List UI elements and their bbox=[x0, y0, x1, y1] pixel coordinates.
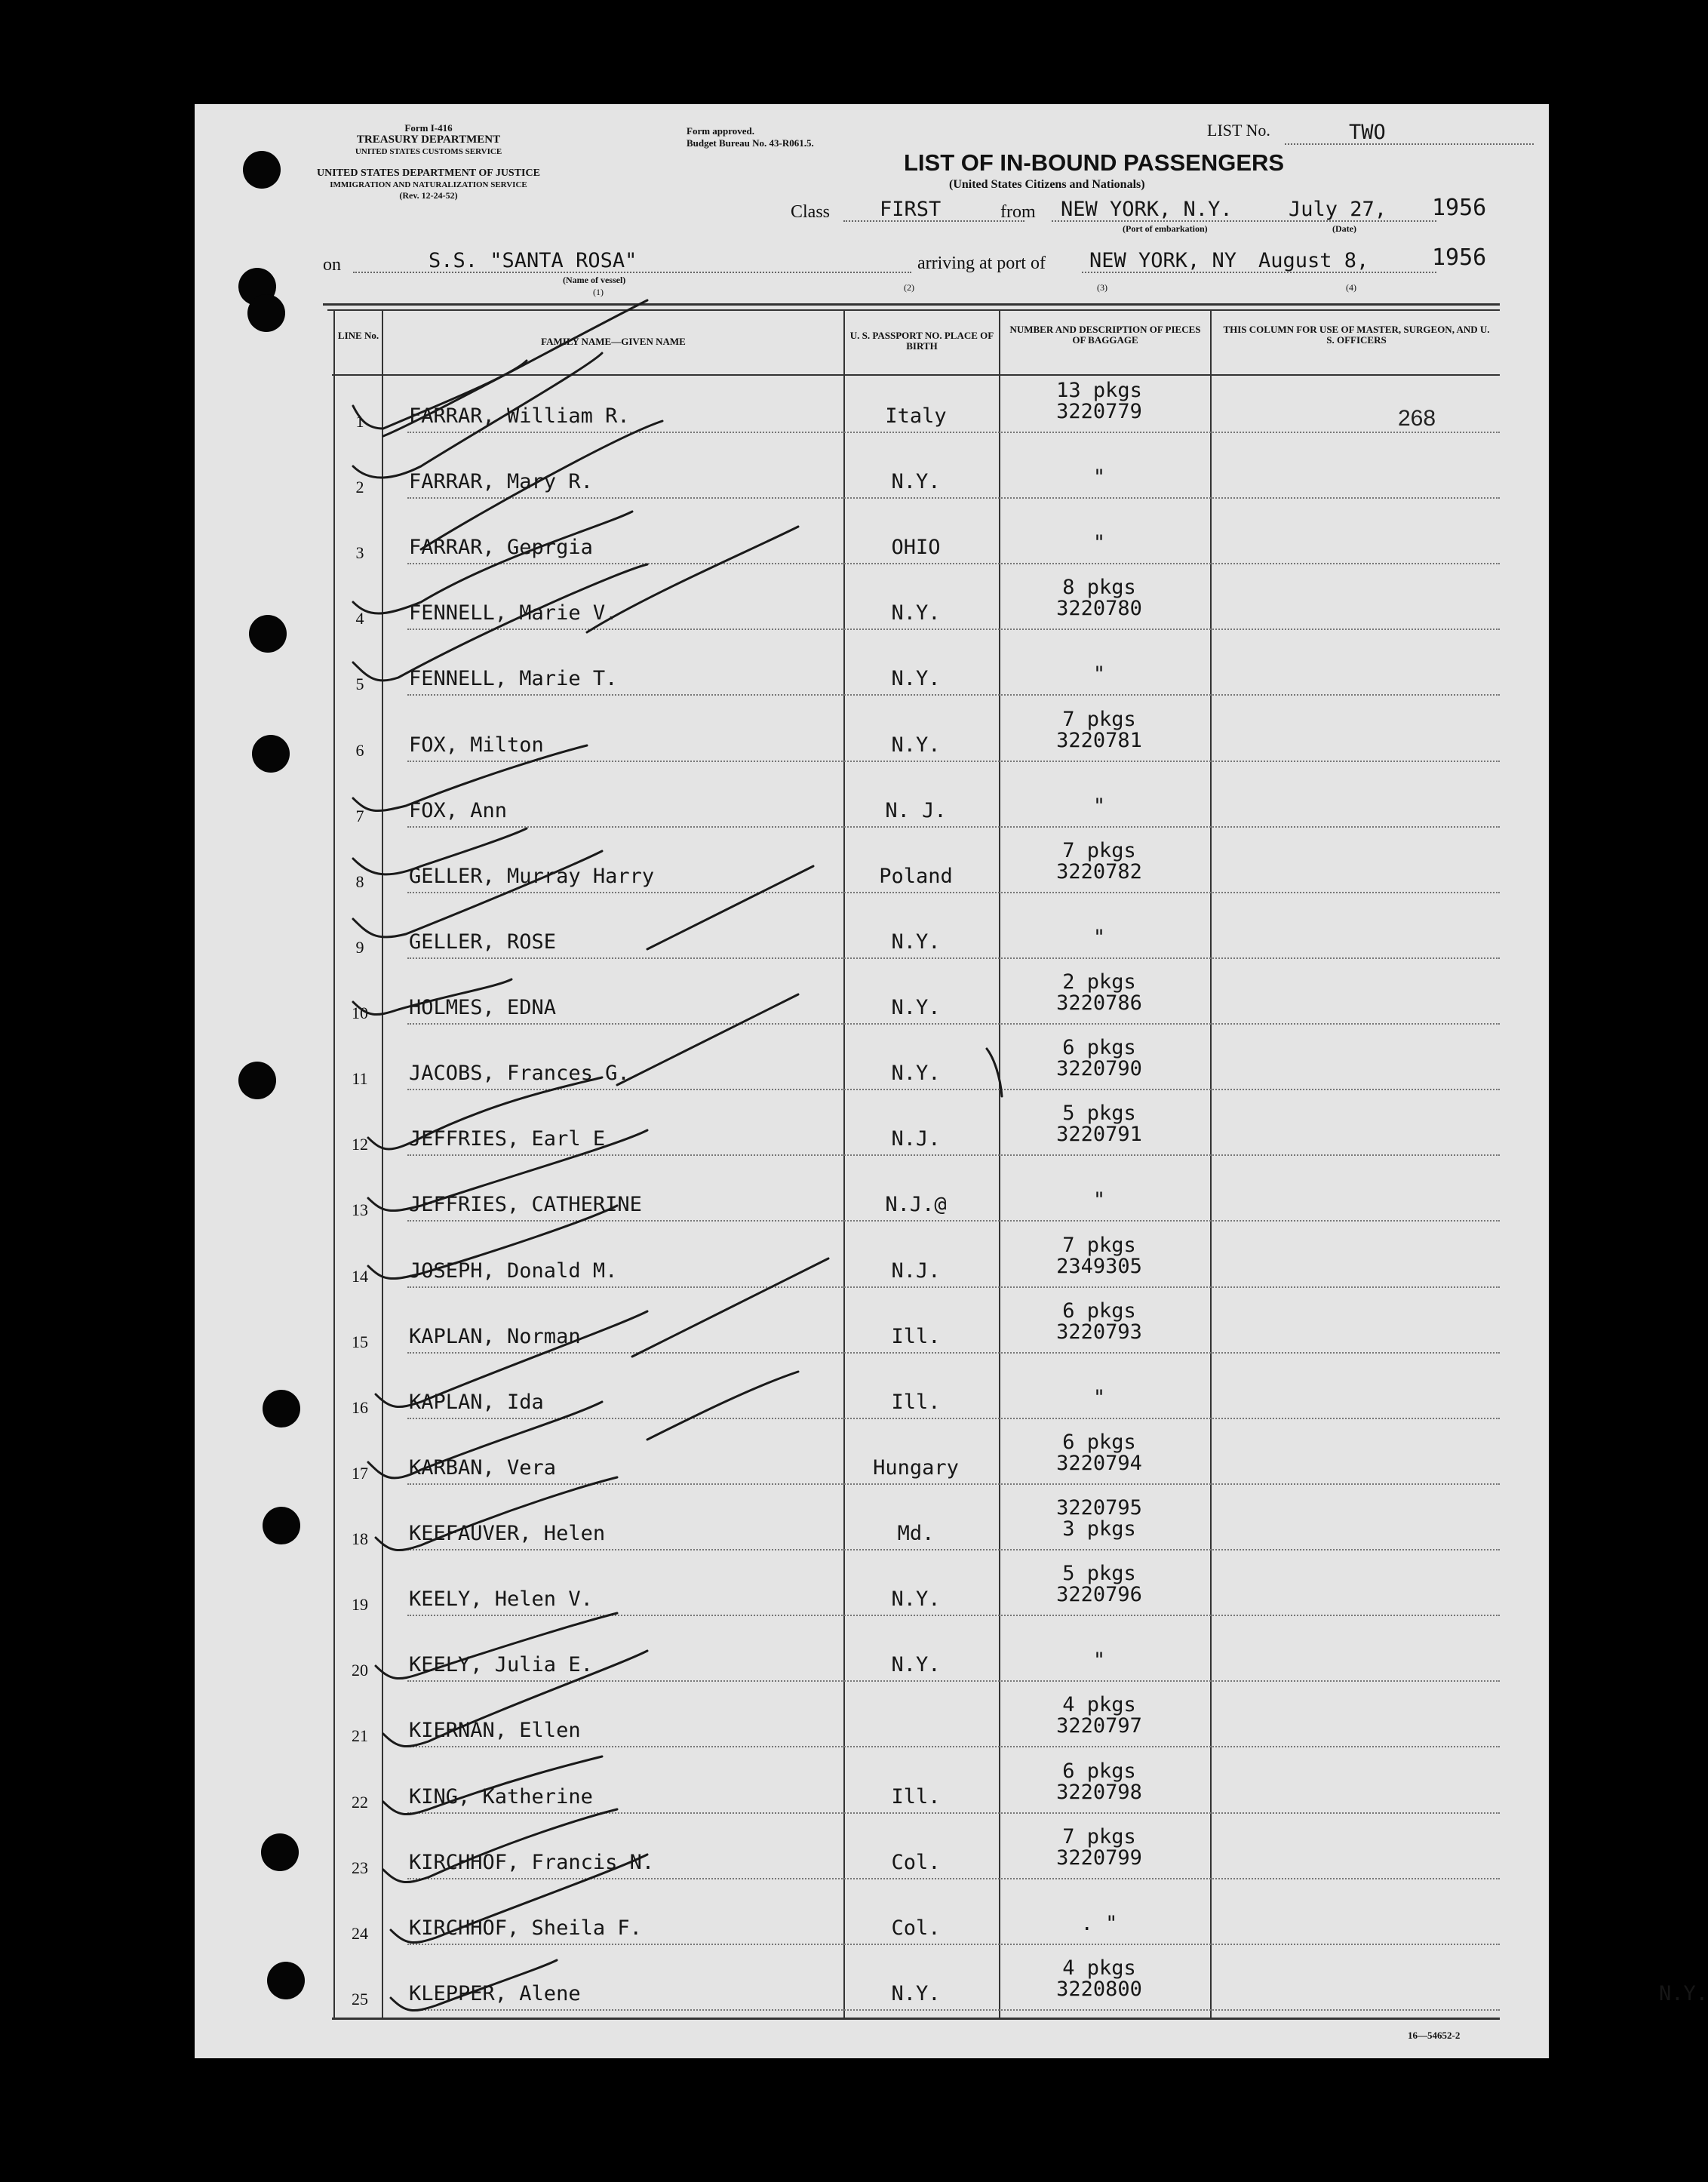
passenger-name: KEEFAUVER, Helen bbox=[409, 1522, 606, 1546]
col-header-baggage: NUMBER AND DESCRIPTION OF PIECES OF BAGGAGE bbox=[1009, 324, 1201, 346]
line-number: 5 bbox=[355, 675, 364, 694]
baggage-line-2: " bbox=[1092, 662, 1106, 687]
place-of-birth: N.J. bbox=[891, 1258, 941, 1283]
line-number: 18 bbox=[352, 1529, 368, 1549]
place-of-birth: N.J.@ bbox=[885, 1193, 947, 1217]
passenger-name: KING, Katherine bbox=[409, 1784, 593, 1809]
budget-bureau: Budget Bureau No. 43-R061.5. bbox=[687, 137, 814, 149]
baggage-line-1: 7 pkgs bbox=[1062, 1824, 1136, 1849]
baggage-line-1: 6 pkgs bbox=[1062, 1759, 1136, 1783]
place-of-birth: Col. bbox=[891, 1850, 941, 1874]
baggage-line-2: 3220793 bbox=[1056, 1320, 1142, 1344]
form-number: Form I-416 bbox=[404, 122, 453, 134]
baggage-line-2: 3220800 bbox=[1056, 1977, 1142, 2001]
baggage-line-1: 6 pkgs bbox=[1062, 1430, 1136, 1454]
baggage-line-2: 3 pkgs bbox=[1062, 1517, 1136, 1541]
baggage-line-2: 3220798 bbox=[1056, 1780, 1142, 1804]
passenger-name: FENNELL, Marie V. bbox=[409, 601, 618, 625]
line-number: 16 bbox=[352, 1397, 368, 1417]
from-date: July 27, bbox=[1289, 198, 1387, 221]
place-of-birth: N.Y. bbox=[891, 930, 941, 954]
line-number: 14 bbox=[352, 1266, 368, 1286]
punch-hole bbox=[261, 1833, 299, 1871]
baggage-line-1: 4 pkgs bbox=[1062, 1956, 1136, 1980]
class-value: FIRST bbox=[880, 198, 942, 221]
passenger-name: KARBAN, Vera bbox=[409, 1455, 557, 1480]
baggage-line-1: 4 pkgs bbox=[1062, 1693, 1136, 1717]
line-number: 22 bbox=[352, 1792, 368, 1812]
baggage-line-2: 3220799 bbox=[1056, 1845, 1142, 1870]
line-number: 11 bbox=[352, 1069, 368, 1089]
baggage-line-1: 7 pkgs bbox=[1062, 1233, 1136, 1257]
handwritten-checkmarks bbox=[195, 104, 1549, 2058]
passenger-name: FOX, Milton bbox=[409, 733, 544, 757]
place-of-birth: N.Y. bbox=[891, 470, 941, 494]
port-caption: (Port of embarkation) bbox=[1123, 223, 1208, 234]
from-year: 1956 bbox=[1432, 195, 1487, 221]
arriving-date: August 8, bbox=[1258, 249, 1369, 272]
punch-hole bbox=[267, 1962, 305, 1999]
place-of-birth: Ill. bbox=[891, 1784, 941, 1809]
col2-caption: (2) bbox=[904, 282, 914, 293]
place-of-birth: N.Y. bbox=[891, 601, 941, 625]
customs-label: UNITED STATES CUSTOMS SERVICE bbox=[355, 147, 502, 156]
baggage-line-1: 6 pkgs bbox=[1062, 1036, 1136, 1060]
baggage-line-1: 5 pkgs bbox=[1062, 1562, 1136, 1586]
punch-hole bbox=[263, 1507, 300, 1544]
line-number: 7 bbox=[355, 806, 364, 825]
baggage-line-2: 3220786 bbox=[1056, 991, 1142, 1016]
line-number: 10 bbox=[352, 1003, 368, 1023]
baggage-line-1: 7 pkgs bbox=[1062, 707, 1136, 731]
line-number: 13 bbox=[352, 1200, 368, 1220]
baggage-line-1: 7 pkgs bbox=[1062, 838, 1136, 862]
col-header-officers: THIS COLUMN FOR USE OF MASTER, SURGEON, AND U. S. OFFICERS bbox=[1223, 324, 1490, 346]
passenger-name: FOX, Ann bbox=[409, 798, 508, 822]
col-header-passport: U. S. PASSPORT NO. PLACE OF BIRTH bbox=[849, 330, 994, 352]
line-number: 4 bbox=[355, 609, 364, 628]
passenger-name: FENNELL, Marie T. bbox=[409, 667, 618, 691]
punch-hole bbox=[247, 294, 285, 332]
baggage-line-1: 3220795 bbox=[1056, 1496, 1142, 1520]
line-number: 3 bbox=[355, 543, 364, 563]
place-of-birth: N.Y. bbox=[891, 1587, 941, 1612]
baggage-line-1: 6 pkgs bbox=[1062, 1298, 1136, 1323]
col3-caption: (3) bbox=[1097, 282, 1107, 293]
passenger-name: JACOBS, Frances G. bbox=[409, 1062, 630, 1086]
punch-hole bbox=[243, 151, 281, 189]
baggage-line-1: 2 pkgs bbox=[1062, 970, 1136, 994]
passenger-name: JEFFRIES, Earl E bbox=[409, 1127, 606, 1151]
punch-hole bbox=[252, 735, 290, 773]
passenger-name: KIRCHHOF, Sheila F. bbox=[409, 1916, 642, 1940]
baggage-line-2: " bbox=[1092, 794, 1106, 818]
passenger-name: JOSEPH, Donald M. bbox=[409, 1258, 618, 1283]
place-of-birth: OHIO bbox=[891, 536, 941, 560]
baggage-line-2: " bbox=[1092, 466, 1106, 490]
baggage-line-2: " bbox=[1092, 1385, 1106, 1409]
baggage-line-2: " bbox=[1092, 531, 1106, 555]
place-of-birth: N.Y. bbox=[891, 996, 941, 1020]
col-header-name: FAMILY NAME—GIVEN NAME bbox=[541, 336, 686, 347]
treasury-label: TREASURY DEPARTMENT bbox=[356, 134, 501, 146]
baggage-line-2: 3220782 bbox=[1056, 859, 1142, 884]
place-of-birth: Italy bbox=[885, 404, 947, 428]
vessel-name: S.S. "SANTA ROSA" bbox=[429, 249, 637, 272]
place-of-birth: Poland bbox=[879, 864, 953, 888]
passenger-name: KIERNAN, Ellen bbox=[409, 1719, 581, 1743]
line-number: 8 bbox=[355, 871, 364, 891]
punch-hole bbox=[263, 1390, 300, 1428]
baggage-line-2: 3220790 bbox=[1056, 1057, 1142, 1081]
line-number: 23 bbox=[352, 1858, 368, 1877]
passenger-name: FARRAR, Geprgia bbox=[409, 536, 593, 560]
passenger-name: FARRAR, Mary R. bbox=[409, 470, 593, 494]
page-subtitle: (United States Citizens and Nationals) bbox=[949, 178, 1145, 191]
col1-caption: (1) bbox=[593, 287, 604, 297]
on-label: on bbox=[323, 255, 341, 275]
place-of-birth: N.Y. bbox=[891, 1062, 941, 1086]
line-number: 2 bbox=[355, 478, 364, 497]
punch-hole bbox=[238, 1062, 276, 1099]
place-of-birth: Hungary bbox=[873, 1455, 959, 1480]
justice-label: UNITED STATES DEPARTMENT OF JUSTICE bbox=[317, 167, 540, 179]
passenger-name: KEELY, Julia E. bbox=[409, 1653, 593, 1677]
from-label: from bbox=[1000, 202, 1036, 222]
arriving-port: NEW YORK, NY bbox=[1089, 249, 1237, 272]
passenger-name: KEELY, Helen V. bbox=[409, 1587, 593, 1612]
passenger-name: GELLER, ROSE bbox=[409, 930, 557, 954]
baggage-line-2: 2349305 bbox=[1056, 1254, 1142, 1278]
list-no-label: LIST No. bbox=[1207, 121, 1270, 140]
baggage-line-2: 3220781 bbox=[1056, 728, 1142, 752]
footer-code: 16—54652-2 bbox=[1408, 2030, 1461, 2041]
place-of-birth: N.Y. bbox=[891, 667, 941, 691]
baggage-line-2: " bbox=[1092, 925, 1106, 949]
place-of-birth: N.Y. bbox=[891, 1981, 941, 2005]
arriving-label: arriving at port of bbox=[917, 254, 1046, 273]
line-number: 12 bbox=[352, 1135, 368, 1154]
baggage-line-2: " bbox=[1092, 1649, 1106, 1673]
place-of-birth: Ill. bbox=[891, 1390, 941, 1414]
place-of-birth: Ill. bbox=[891, 1324, 941, 1348]
place-of-birth: Md. bbox=[897, 1522, 935, 1546]
baggage-line-2: 3220794 bbox=[1056, 1451, 1142, 1475]
place-of-birth: N.Y. bbox=[891, 733, 941, 757]
ins-label: IMMIGRATION AND NATURALIZATION SERVICE bbox=[330, 180, 527, 189]
baggage-line-2: 3220779 bbox=[1056, 400, 1142, 423]
passenger-name: KAPLAN, Ida bbox=[409, 1390, 544, 1414]
vessel-caption: (Name of vessel) bbox=[563, 275, 626, 285]
baggage-line-1: 8 pkgs bbox=[1062, 576, 1136, 600]
from-port: NEW YORK, N.Y. bbox=[1061, 198, 1233, 221]
line-number: 1 bbox=[355, 412, 364, 431]
passenger-name: GELLER, Murray Harry bbox=[409, 864, 655, 888]
punch-hole bbox=[249, 615, 287, 653]
baggage-line-1: 13 pkgs bbox=[1056, 379, 1142, 402]
passenger-name: JEFFRIES, CATHERINE bbox=[409, 1193, 642, 1217]
line-number: 17 bbox=[352, 1463, 368, 1483]
baggage-line-2: " bbox=[1092, 1188, 1106, 1212]
passenger-name: KLEPPER, Alene bbox=[409, 1981, 581, 2005]
list-no-value: TWO bbox=[1349, 121, 1386, 144]
baggage-line-2: 3220797 bbox=[1056, 1714, 1142, 1738]
baggage-line-2: . " bbox=[1080, 1911, 1118, 1935]
handwritten-268: 268 bbox=[1398, 406, 1436, 431]
line-number: 9 bbox=[355, 937, 364, 957]
col4-caption: (4) bbox=[1346, 282, 1356, 293]
place-of-birth: N. J. bbox=[885, 798, 947, 822]
place-of-birth: N.J. bbox=[891, 1127, 941, 1151]
line-number: 20 bbox=[352, 1661, 368, 1680]
class-label: Class bbox=[791, 202, 831, 222]
col-header-line-no: LINE No. bbox=[337, 330, 379, 341]
line-number: 25 bbox=[352, 1989, 368, 2008]
passenger-name: KIRCHHOF, Francis N. bbox=[409, 1850, 655, 1874]
baggage-line-2: 3220796 bbox=[1056, 1583, 1142, 1607]
officer-note: N.Y. bbox=[1658, 1981, 1708, 2005]
line-number: 15 bbox=[352, 1332, 368, 1351]
date-caption: (Date) bbox=[1332, 223, 1356, 234]
passenger-name: HOLMES, EDNA bbox=[409, 996, 557, 1020]
passenger-name: KAPLAN, Norman bbox=[409, 1324, 581, 1348]
line-number: 21 bbox=[352, 1726, 368, 1746]
line-number: 6 bbox=[355, 740, 364, 760]
manifest-sheet bbox=[195, 104, 1708, 2058]
rev-label: (Rev. 12-24-52) bbox=[399, 190, 458, 201]
baggage-line-1: 5 pkgs bbox=[1062, 1102, 1136, 1126]
form-approved: Form approved. bbox=[687, 125, 755, 137]
passenger-name: FARRAR, William R. bbox=[409, 404, 630, 428]
place-of-birth: N.Y. bbox=[891, 1653, 941, 1677]
place-of-birth: Col. bbox=[891, 1916, 941, 1940]
arriving-year: 1956 bbox=[1432, 244, 1487, 271]
page-title: LIST OF IN-BOUND PASSENGERS bbox=[904, 149, 1285, 176]
baggage-line-2: 3220780 bbox=[1056, 597, 1142, 621]
baggage-line-2: 3220791 bbox=[1056, 1123, 1142, 1147]
line-number: 24 bbox=[352, 1923, 368, 1943]
line-number: 19 bbox=[352, 1595, 368, 1615]
